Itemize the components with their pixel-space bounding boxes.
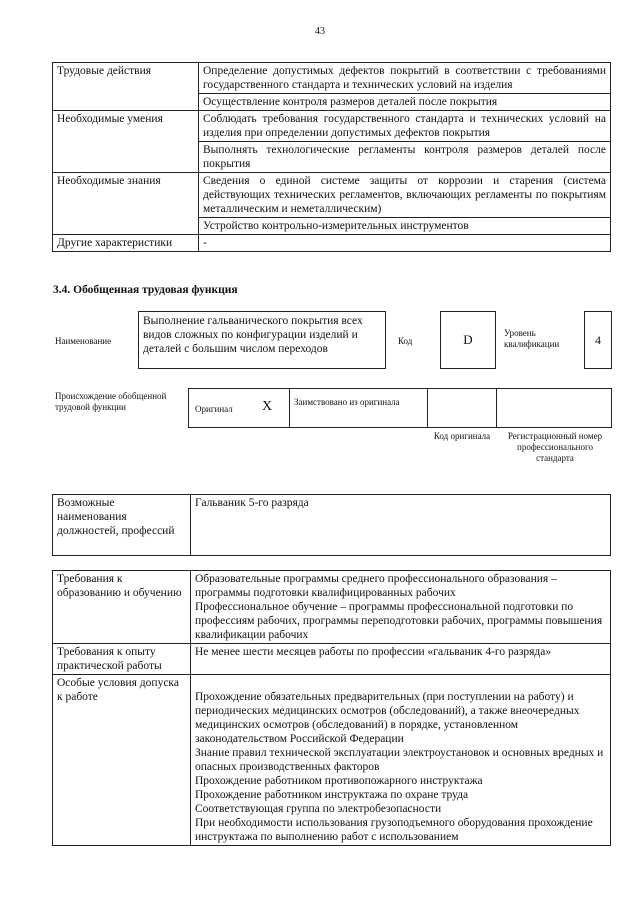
- reg-caption: Регистрационный номер профессионального стандарта: [507, 431, 603, 463]
- section-title: 3.4. Обобщенная трудовая функция: [53, 284, 238, 296]
- special-item: Прохождение работником противопожарного инструктажа: [195, 775, 483, 787]
- education-cell: [191, 571, 611, 644]
- origin-label: Происхождение обобщенной трудовой функции: [55, 391, 167, 412]
- education-label: Требования к образованию и обучению: [53, 571, 191, 644]
- original-label: Оригинал: [195, 404, 233, 414]
- row-label-other: Другие характеристики: [53, 235, 199, 252]
- cell-text: -: [199, 235, 611, 252]
- original-mark: X: [262, 399, 273, 414]
- table-row: [53, 571, 611, 644]
- row-label-knowledge: Необходимые знания: [53, 173, 199, 235]
- spacer: [195, 676, 606, 690]
- positions-value: Гальваник 5-го разряда: [191, 495, 611, 556]
- table-row: [53, 111, 611, 142]
- function-name-value: Выполнение гальванического покрытия всех видов сложных по конфигурации изделий и деталей с большим числом переходов: [138, 311, 386, 369]
- special-item: Прохождение обязательных предварительных (при поступлении на работу) и периодических медицинских осмотров (обследований), а также внеочередных медицинских осмотров (обследований) в порядке, установленном законодательством Российской Федерации: [195, 691, 580, 745]
- name-label: Наименование: [55, 336, 112, 346]
- cell-text: Осуществление контроля размеров деталей после покрытия: [199, 94, 611, 111]
- borrowed-label: Заимствовано из оригинала: [294, 397, 400, 407]
- code-value: D: [440, 311, 496, 369]
- special-item: При необходимости использования грузоподъемного оборудования прохождение инструктажа по выполнению работ с использованием: [195, 817, 593, 843]
- special-item: Знание правил технической эксплуатации электроустановок и основных вредных и опасных производственных факторов: [195, 747, 604, 773]
- table-row: [53, 675, 611, 846]
- code-label: Код: [398, 336, 413, 346]
- level-label: Уровень квалификации: [504, 328, 560, 349]
- positions-table: [52, 494, 611, 556]
- labor-table: [52, 62, 611, 252]
- code-caption: Код оригинала: [433, 431, 491, 441]
- cell-text: Выполнять технологические регламенты контроля размеров деталей после покрытия: [199, 142, 611, 173]
- experience-value: Не менее шести месяцев работы по профессии «гальваник 4-го разряда»: [191, 644, 611, 675]
- table-row: [53, 644, 611, 675]
- divider: [289, 388, 290, 428]
- table-row: [53, 63, 611, 94]
- special-cell: [191, 675, 611, 846]
- divider: [496, 388, 497, 428]
- row-label-actions: Трудовые действия: [53, 63, 199, 111]
- positions-label: Возможные наименования должностей, профессий: [53, 495, 191, 556]
- special-label: Особые условия допуска к работе: [53, 675, 191, 846]
- table-row: [53, 495, 611, 556]
- special-item: Прохождение работником инструктажа по охране труда: [195, 789, 469, 801]
- special-item: Соответствующая группа по электробезопасности: [195, 803, 442, 815]
- cell-text: Соблюдать требования государственного стандарта и технических условий на изделия при определении допустимых дефектов покрытия: [199, 111, 611, 142]
- row-label-skills: Необходимые умения: [53, 111, 199, 173]
- requirements-table: [52, 570, 611, 846]
- experience-label: Требования к опыту практической работы: [53, 644, 191, 675]
- origin-box: [188, 388, 612, 428]
- education-item: Профессиональное обучение – программы профессиональной подготовки по профессиям рабочих, программы переподготовки рабочих, программы повышения квалификации рабочих: [195, 601, 603, 641]
- cell-text: Определение допустимых дефектов покрытий в соответствии с требованиями государственного стандарта и технических условий на изделия: [199, 63, 611, 94]
- page-number: 43: [315, 26, 325, 37]
- table-row: [53, 173, 611, 218]
- education-item: Образовательные программы среднего профессионального образования – программы подготовки квалифицированных рабочих: [195, 573, 557, 599]
- level-value: 4: [584, 311, 612, 369]
- divider: [427, 388, 428, 428]
- cell-text: Устройство контрольно-измерительных инструментов: [199, 218, 611, 235]
- cell-text: Сведения о единой системе защиты от коррозии и старения (система действующих технических регламентов, включающих регламенты по покрытиям металлическим и неметаллическим): [199, 173, 611, 218]
- table-row: [53, 235, 611, 252]
